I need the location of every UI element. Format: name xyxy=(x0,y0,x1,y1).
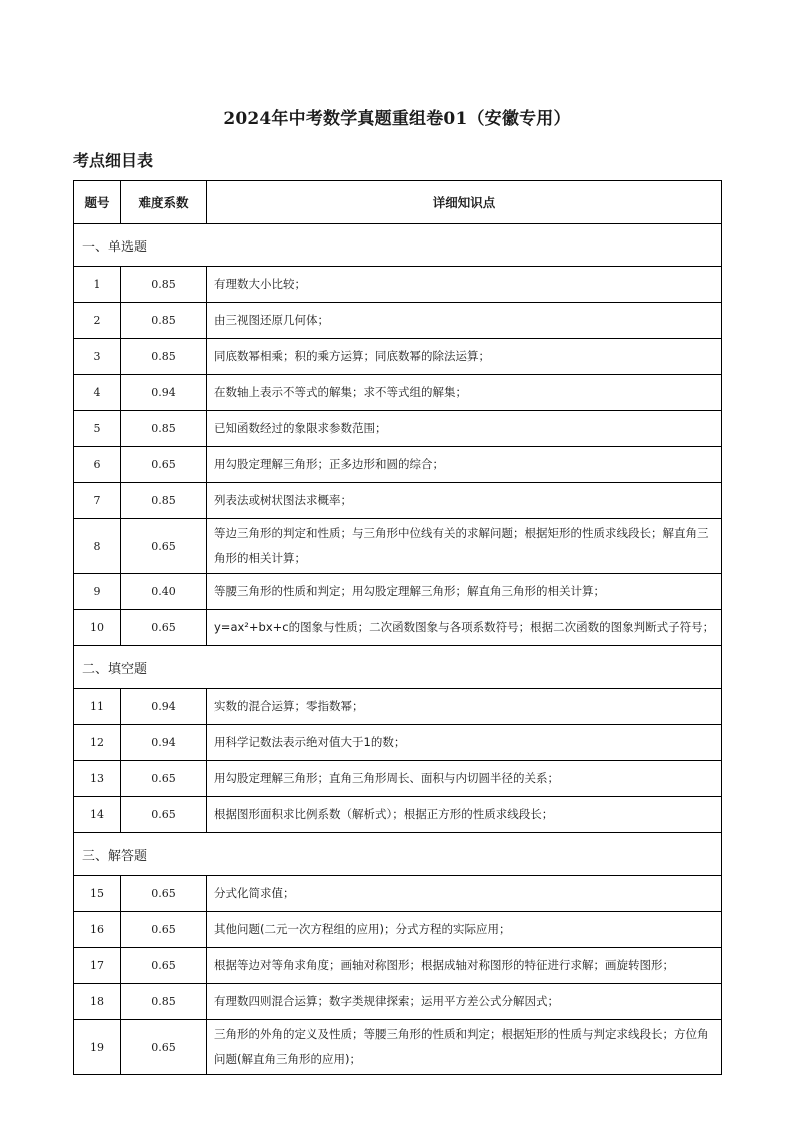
question-number-cell: 10 xyxy=(74,610,121,646)
difficulty-cell: 0.85 xyxy=(121,411,207,447)
difficulty-cell: 0.65 xyxy=(121,948,207,984)
knowledge-points-cell: y=ax²+bx+c的图象与性质；二次函数图象与各项系数符号；根据二次函数的图象判断式子符号； xyxy=(207,610,722,646)
difficulty-cell: 0.94 xyxy=(121,689,207,725)
difficulty-cell: 0.65 xyxy=(121,761,207,797)
table-header-row xyxy=(74,181,722,224)
knowledge-points-cell: 等边三角形的判定和性质；与三角形中位线有关的求解问题；根据矩形的性质求线段长；解直角三角形的相关计算； xyxy=(207,519,722,574)
section-label: 二、填空题 xyxy=(74,646,722,689)
knowledge-points-cell: 有理数四则混合运算；数字类规律探索；运用平方差公式分解因式； xyxy=(207,984,722,1020)
knowledge-points-cell: 由三视图还原几何体； xyxy=(207,303,722,339)
difficulty-cell: 0.85 xyxy=(121,984,207,1020)
section-heading: 考点细目表 xyxy=(73,151,154,170)
question-number-cell: 17 xyxy=(74,948,121,984)
knowledge-points-cell: 用勾股定理解三角形；直角三角形周长、面积与内切圆半径的关系； xyxy=(207,761,722,797)
question-number-cell: 12 xyxy=(74,725,121,761)
knowledge-points-cell: 同底数幂相乘；积的乘方运算；同底数幂的除法运算； xyxy=(207,339,722,375)
table-row xyxy=(74,574,722,610)
knowledge-points-cell: 根据等边对等角求角度；画轴对称图形；根据成轴对称图形的特征进行求解；画旋转图形； xyxy=(207,948,722,984)
question-number-cell: 19 xyxy=(74,1020,121,1075)
table-row xyxy=(74,267,722,303)
question-number-cell: 8 xyxy=(74,519,121,574)
section-label: 一、单选题 xyxy=(74,224,722,267)
table-row xyxy=(74,912,722,948)
table-body xyxy=(74,224,722,1075)
question-number-cell: 5 xyxy=(74,411,121,447)
difficulty-cell: 0.65 xyxy=(121,797,207,833)
table-row xyxy=(74,483,722,519)
knowledge-points-cell: 在数轴上表示不等式的解集；求不等式组的解集； xyxy=(207,375,722,411)
difficulty-cell: 0.85 xyxy=(121,303,207,339)
question-number-cell: 2 xyxy=(74,303,121,339)
table-row xyxy=(74,610,722,646)
question-number-cell: 1 xyxy=(74,267,121,303)
table-row xyxy=(74,339,722,375)
knowledge-points-cell: 有理数大小比较； xyxy=(207,267,722,303)
difficulty-cell: 0.40 xyxy=(121,574,207,610)
question-number-cell: 15 xyxy=(74,876,121,912)
question-number-cell: 13 xyxy=(74,761,121,797)
table-row xyxy=(74,984,722,1020)
table-row xyxy=(74,519,722,574)
difficulty-cell: 0.65 xyxy=(121,1020,207,1075)
question-number-cell: 7 xyxy=(74,483,121,519)
knowledge-points-cell: 等腰三角形的性质和判定；用勾股定理解三角形；解直角三角形的相关计算； xyxy=(207,574,722,610)
section-label: 三、解答题 xyxy=(74,833,722,876)
difficulty-cell: 0.65 xyxy=(121,447,207,483)
knowledge-point-table xyxy=(73,180,722,1075)
header-question-number: 题号 xyxy=(74,181,121,224)
table-row xyxy=(74,761,722,797)
knowledge-points-cell: 列表法或树状图法求概率； xyxy=(207,483,722,519)
knowledge-points-cell: 实数的混合运算；零指数幂； xyxy=(207,689,722,725)
section-row xyxy=(74,224,722,267)
table-row xyxy=(74,797,722,833)
table-row xyxy=(74,876,722,912)
table-row xyxy=(74,411,722,447)
knowledge-points-cell: 已知函数经过的象限求参数范围； xyxy=(207,411,722,447)
table-row xyxy=(74,303,722,339)
knowledge-points-cell: 三角形的外角的定义及性质；等腰三角形的性质和判定；根据矩形的性质与判定求线段长；方位角问题(解直角三角形的应用)； xyxy=(207,1020,722,1075)
knowledge-points-cell: 其他问题(二元一次方程组的应用)；分式方程的实际应用； xyxy=(207,912,722,948)
difficulty-cell: 0.85 xyxy=(121,339,207,375)
knowledge-points-cell: 根据图形面积求比例系数（解析式）；根据正方形的性质求线段长； xyxy=(207,797,722,833)
table-row xyxy=(74,375,722,411)
difficulty-cell: 0.65 xyxy=(121,610,207,646)
difficulty-cell: 0.65 xyxy=(121,519,207,574)
section-row xyxy=(74,646,722,689)
question-number-cell: 3 xyxy=(74,339,121,375)
knowledge-points-cell: 用勾股定理解三角形；正多边形和圆的综合； xyxy=(207,447,722,483)
page-title: 2024年中考数学真题重组卷01（安徽专用） xyxy=(223,109,571,129)
difficulty-cell: 0.65 xyxy=(121,912,207,948)
difficulty-cell: 0.94 xyxy=(121,725,207,761)
section-row xyxy=(74,833,722,876)
difficulty-cell: 0.85 xyxy=(121,483,207,519)
knowledge-points-cell: 分式化简求值； xyxy=(207,876,722,912)
difficulty-cell: 0.65 xyxy=(121,876,207,912)
difficulty-cell: 0.94 xyxy=(121,375,207,411)
knowledge-points-cell: 用科学记数法表示绝对值大于1的数； xyxy=(207,725,722,761)
table-row xyxy=(74,725,722,761)
question-number-cell: 11 xyxy=(74,689,121,725)
header-knowledge-points: 详细知识点 xyxy=(207,181,722,224)
difficulty-cell: 0.85 xyxy=(121,267,207,303)
header-difficulty: 难度系数 xyxy=(121,181,207,224)
table-row xyxy=(74,447,722,483)
table-row xyxy=(74,948,722,984)
question-number-cell: 9 xyxy=(74,574,121,610)
question-number-cell: 16 xyxy=(74,912,121,948)
question-number-cell: 4 xyxy=(74,375,121,411)
question-number-cell: 18 xyxy=(74,984,121,1020)
table-row xyxy=(74,1020,722,1075)
table-row xyxy=(74,689,722,725)
question-number-cell: 6 xyxy=(74,447,121,483)
question-number-cell: 14 xyxy=(74,797,121,833)
